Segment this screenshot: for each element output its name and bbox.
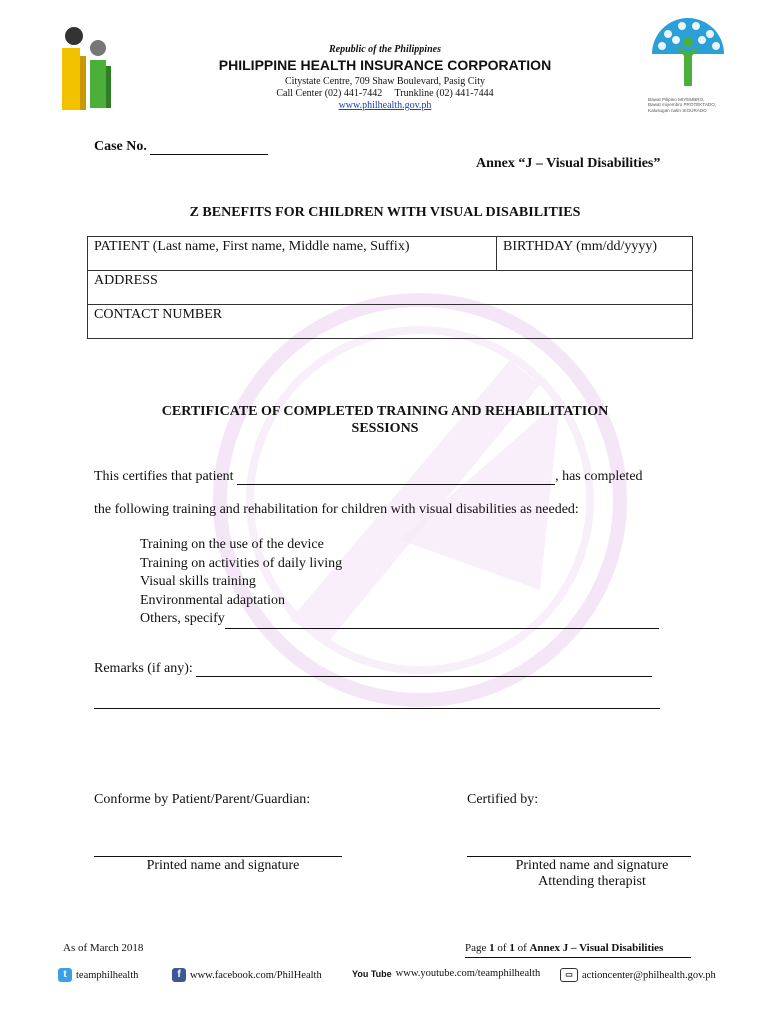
twitter-link[interactable] (58, 968, 138, 982)
facebook-icon: f (172, 968, 186, 982)
training-item: Training on activities of daily living (140, 555, 343, 571)
philhealth-watermark (210, 290, 630, 710)
youtube-link[interactable] (352, 968, 540, 979)
page-indicator (465, 942, 663, 954)
contact-line (0, 88, 770, 99)
facebook-link[interactable] (172, 968, 322, 982)
page-current: 1 (489, 942, 495, 954)
patient-info-table (87, 236, 693, 339)
certificate-title-line-1: CERTIFICATE OF COMPLETED TRAINING AND REHABILITATION (161, 404, 609, 419)
patient-signature-caption: Printed name and signature (146, 858, 300, 873)
form-title: Z BENEFITS FOR CHILDREN WITH VISUAL DISABILITIES (189, 205, 581, 220)
republic-line: Republic of the Philippines (329, 44, 441, 55)
case-number-field[interactable] (150, 140, 268, 155)
logo-tagline-2: Bawat miyembro PROTEKTADO, (648, 102, 717, 108)
following-text: the following training and rehabilitation for children with visual disabilities as needed: (94, 502, 579, 517)
certified-label: Certified by: (467, 792, 539, 807)
annex-name: Annex J – Visual Disabilities (529, 942, 664, 954)
annex-label: Annex “J – Visual Disabilities” (476, 156, 661, 171)
page-total: 1 (509, 942, 515, 954)
page-of: of (497, 942, 507, 954)
birthday-field[interactable]: BIRTHDAY (mm/dd/yyyy) (497, 237, 693, 271)
remarks-blank-line-2[interactable] (94, 707, 660, 709)
therapist-signature-caption (467, 858, 717, 890)
remarks-blank[interactable] (196, 662, 652, 677)
case-number (94, 139, 268, 155)
youtube-icon: You Tube (352, 968, 392, 979)
training-item-others (140, 610, 659, 629)
training-item: Visual skills training (140, 574, 256, 590)
therapist-caption-line-1: Printed name and signature (515, 858, 669, 873)
logo-tagline-3: Kalusugan natin SIGURADO (648, 107, 707, 113)
training-item: Training on the use of the device (140, 537, 324, 552)
as-of-date: As of March 2018 (63, 942, 144, 954)
footer-rule (465, 956, 691, 958)
twitter-handle: teamphilhealth (76, 969, 139, 981)
therapist-caption-line-2: Attending therapist (538, 874, 646, 889)
trunkline: Trunkline (02) 441-7444 (394, 88, 494, 99)
website-link[interactable]: www.philhealth.gov.ph (338, 100, 432, 111)
others-label: Others, specify (140, 611, 225, 627)
email-link[interactable] (560, 968, 716, 982)
email-address: actioncenter@philhealth.gov.ph (582, 969, 716, 981)
call-center: Call Center (02) 441-7442 (276, 88, 383, 99)
certificate-title (0, 403, 770, 437)
case-label: Case No. (94, 139, 147, 154)
contact-number-field[interactable]: CONTACT NUMBER (88, 305, 693, 339)
youtube-url: www.youtube.com/teamphilhealth (395, 968, 541, 979)
patient-name-field[interactable]: PATIENT (Last name, First name, Middle name, Suffix) (88, 237, 497, 271)
page-suffix: of (517, 942, 527, 954)
certify-statement (94, 469, 643, 485)
logo-tagline-1: Bawat Pilipino MIYEMBRO, (648, 97, 705, 102)
remarks-label: Remarks (if any): (94, 661, 193, 676)
remarks-row (94, 661, 652, 677)
patient-name-blank[interactable] (237, 470, 555, 485)
corporation-name: PHILIPPINE HEALTH INSURANCE CORPORATION (218, 57, 552, 73)
address-field[interactable]: ADDRESS (88, 271, 693, 305)
certify-suffix: , has completed (555, 469, 643, 484)
training-list (140, 536, 659, 629)
patient-signature-line[interactable] (94, 855, 342, 857)
certificate-title-line-2: SESSIONS (351, 421, 419, 436)
conforme-label: Conforme by Patient/Parent/Guardian: (94, 792, 311, 807)
monitor-icon: ▭ (560, 968, 578, 982)
twitter-icon: t (58, 968, 72, 982)
page-prefix: Page (465, 942, 487, 954)
training-item: Environmental adaptation (140, 592, 286, 608)
corporation-address: Citystate Centre, 709 Shaw Boulevard, Pasig City (285, 76, 485, 87)
others-specify-blank[interactable] (225, 614, 659, 629)
facebook-url: www.facebook.com/PhilHealth (190, 969, 322, 981)
therapist-signature-line[interactable] (467, 855, 691, 857)
certify-prefix: This certifies that patient (94, 469, 234, 484)
